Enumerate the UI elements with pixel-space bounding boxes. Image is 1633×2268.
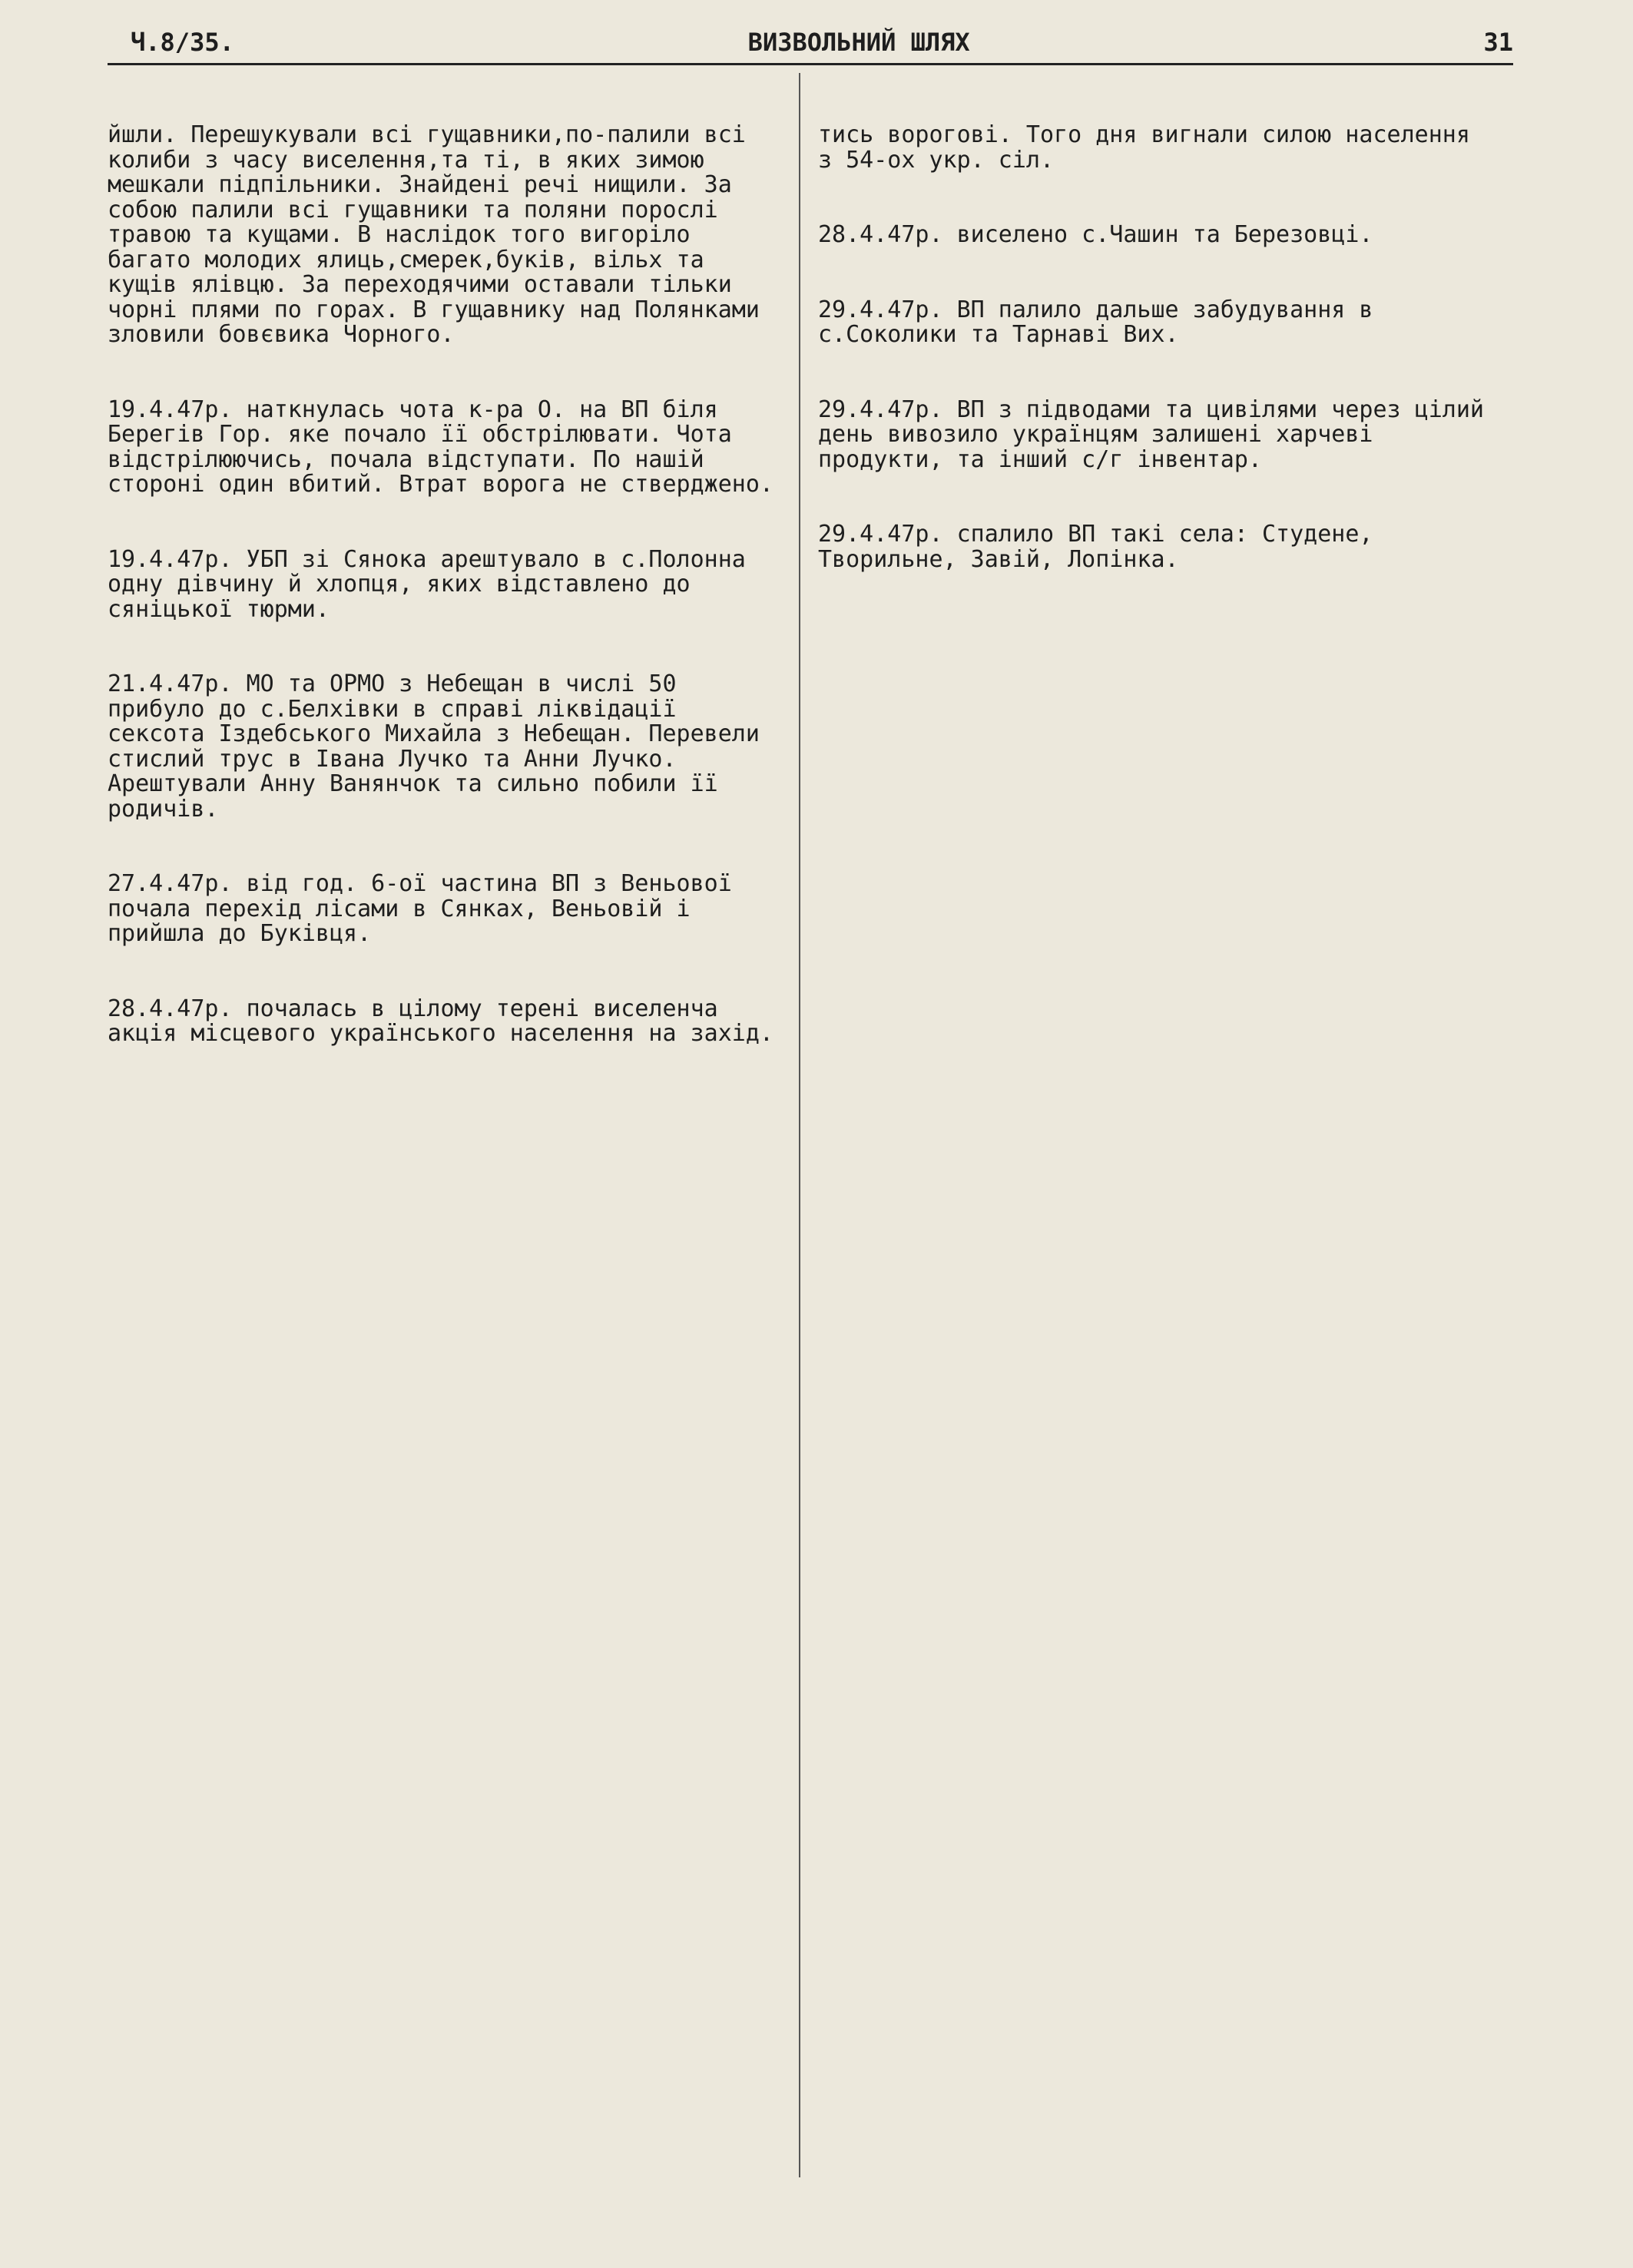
header-rule xyxy=(108,63,1513,65)
right-column xyxy=(818,73,1499,622)
right-paragraph: тись ворогові. Того дня вигнали силою населення з 54-ох укр. сіл. xyxy=(818,121,1484,174)
left-paragraph: 27.4.47р. від год. 6-ої частина ВП з Веньової почала перехід лісами в Сянках, Веньовій і прийшла до Буківця. xyxy=(108,870,746,947)
right-paragraph: 29.4.47р. спалило ВП такі села: Студене, Творильне, Завій, Лопінка. xyxy=(818,521,1387,573)
right-paragraph: 28.4.47р. виселено с.Чашин та Березовці. xyxy=(818,221,1373,248)
column-divider xyxy=(799,73,800,2177)
left-paragraph: 19.4.47р. УБП зі Сянока арештувало в с.Полонна одну дівчину й хлопця, яких відставлено до сяніцької тюрми. xyxy=(108,545,760,623)
right-paragraph: 29.4.47р. ВП з підводами та цивілями через цілий день вивозило українцям залишені харчеві продукти, та інший с/г інвентар. xyxy=(818,396,1499,473)
left-paragraph: 19.4.47р. наткнулась чота к-ра О. на ВП біля Берегів Гор. яке почало її обстрілювати. Чота відстрілюючись, почала відступати. По нашій стороні один вбитий. Втрат ворога не стверджено. xyxy=(108,396,773,498)
issue-number: Ч.8/35. xyxy=(131,28,234,57)
right-paragraph: 29.4.47р. ВП палило дальше забудування в с.Соколики та Тарнаві Вих. xyxy=(818,296,1387,348)
publication-title: ВИЗВОЛЬНИЙ ШЛЯХ xyxy=(747,28,970,57)
page-number: 31 xyxy=(1483,28,1513,57)
left-paragraph: 21.4.47р. МО та ОРМО з Небещан в числі 50 прибуло до с.Белхівки в справі ліквідації сексота Іздебського Михайла з Небещан. Перевели стислий трус в Івана Лучко та Анни Лучко. Арештували Анну Ванянчок та сильно побили її родичів. xyxy=(108,670,773,823)
page-header xyxy=(131,23,1513,61)
left-paragraph: 28.4.47р. почалась в цілому терені виселенча акція місцевого українського населення на захід. xyxy=(108,995,773,1047)
left-column xyxy=(108,73,783,1097)
left-paragraph: йшли. Перешукували всі гущавники,по-палили всі колиби з часу виселення,та ті, в яких зимою мешкали підпільники. Знайдені речі нищили. За собою палили всі гущавники та поляни порослі травою та кущами. В наслідок того вигоріло багато молодих ялиць,смерек,буків, вільх та кущів ялівцю. За переходячими оставали тільки чорні плями по горах. В гущавнику над Полянками зловили бовєвика Чорного. xyxy=(108,121,773,348)
